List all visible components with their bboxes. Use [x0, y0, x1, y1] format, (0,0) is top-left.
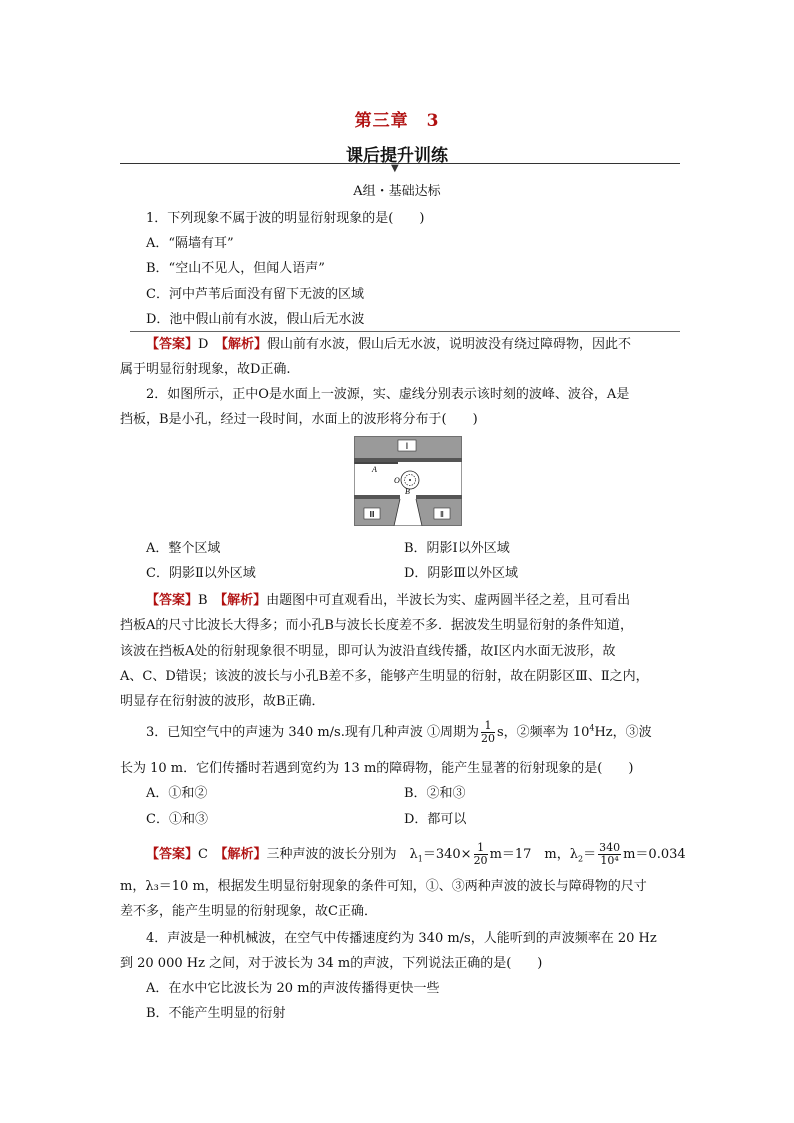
q2-analysis-1: 由题图中可直观看出，半波长为实、虚两圆半径之差，且可看出: [266, 593, 631, 608]
q3-stem-text-a: 3．已知空气中的声速为 340 m/s.现有几种声波 ①周期为: [146, 725, 479, 740]
q4-option-a: A．在水中它比波长为 20 m的声波传播得更快一些: [146, 981, 440, 996]
q2-analysis-3: 该波在挡板A处的衍射现象很不明显，即可认为波沿直线传播，故Ⅰ区内水面无波形，故: [120, 644, 616, 659]
label-II: Ⅱ: [440, 510, 444, 519]
answer-tag: 【答案】: [146, 337, 199, 352]
fraction-denominator: 10⁴: [600, 854, 619, 867]
q1-option-a: A．“隔墙有耳”: [146, 236, 234, 251]
q1-stem: 1．下列现象不属于波的明显衍射现象的是( ): [146, 211, 425, 226]
analysis-tag: 【解析】: [220, 593, 267, 608]
answer-tag: 【答案】: [146, 847, 199, 862]
fraction-numerator: 1: [474, 842, 488, 855]
subscript-2: 2: [578, 854, 584, 864]
q3-stem-text-c: Hz，③波: [594, 725, 652, 740]
answer-divider: [130, 331, 680, 332]
section-title: 课后提升训练: [346, 146, 448, 166]
q2-answer: B: [198, 593, 208, 608]
label-I: Ⅰ: [405, 441, 409, 451]
fraction-denominator: 20: [481, 732, 495, 745]
q1-answer-line: [146, 333, 631, 352]
fraction-denominator: 20: [473, 854, 488, 867]
q3-period-fraction: [481, 720, 495, 745]
q3-option-c: C．①和③: [146, 812, 208, 827]
q3-fraction-2: [598, 842, 621, 867]
barrier-bottom-left: [354, 495, 400, 499]
q2-analysis-4: A、C、D错误；该波的波长与小孔B差不多，能够产生明显的衍射，故在阴影区Ⅲ、Ⅱ之内，: [120, 669, 649, 684]
q3-analysis-text-d: ＝: [583, 847, 597, 862]
q3-answer-line: [146, 842, 686, 867]
q2-option-d: D．阴影Ⅲ以外区域: [404, 566, 518, 581]
q1-analysis-2: 属于明显衍射现象，故D正确.: [120, 362, 291, 377]
analysis-tag: 【解析】: [221, 337, 267, 352]
title-divider: [120, 163, 680, 164]
label-A: A: [372, 465, 377, 474]
subscript-1: 1: [417, 854, 423, 864]
group-label: A组・基础达标: [353, 184, 441, 199]
q2-answer-line: [146, 589, 630, 608]
q4-stem-2: 到 20 000 Hz 之间，对于波长为 34 m的声波，下列说法正确的是( ): [120, 956, 543, 971]
q3-answer: C: [198, 847, 208, 862]
q3-stem-2: 长为 10 m．它们传播时若遇到宽约为 13 m的障碍物，能产生显著的衍射现象的是( ): [120, 761, 634, 776]
q3-analysis-3: 差不多，能产生明显的衍射现象，故C正确．: [120, 904, 377, 919]
chapter-title: 第三章 3: [354, 111, 440, 131]
q2-stem-2: 挡板，B是小孔，经过一段时间，水面上的波形将分布于( ): [120, 412, 478, 427]
fraction-numerator: 1: [481, 720, 495, 733]
q3-stem-text-b: s，②频率为 10: [497, 725, 590, 740]
q2-option-a: A．整个区域: [146, 541, 221, 556]
triangle-marker-icon: ▼: [391, 163, 399, 174]
q4-option-b: B．不能产生明显的衍射: [146, 1006, 286, 1021]
label-O: O: [394, 476, 400, 485]
q3-option-d: D．都可以: [404, 812, 467, 827]
q3-analysis-text-b: ＝340×: [422, 847, 472, 862]
q1-option-d: D．池中假山前有水波，假山后无水波: [146, 312, 365, 327]
q1-option-b: B．“空山不见人，但闻人语声”: [146, 261, 325, 276]
barrier-bottom-right: [416, 495, 462, 499]
q3-stem-1: [146, 720, 652, 745]
q2-option-b: B．阴影Ⅰ以外区域: [404, 541, 510, 556]
q4-stem-1: 4．声波是一种机械波，在空气中传播速度约为 340 m/s，人能听到的声波频率在 20 Hz: [146, 931, 657, 946]
q3-option-a: A．①和②: [146, 786, 208, 801]
q2-analysis-5: 明显存在衍射波的波形，故B正确．: [120, 694, 325, 709]
q1-option-c: C．河中芦苇后面没有留下无波的区域: [146, 287, 364, 302]
q3-exponent: 4: [589, 723, 595, 733]
q1-answer: D: [198, 337, 209, 352]
fraction-numerator: 340: [599, 841, 621, 854]
q1-analysis-1: 假山前有水波，假山后无水波，说明波没有绕过障碍物，因此不: [266, 337, 631, 352]
source-point: [409, 479, 411, 481]
q2-stem-1: 2．如图所示，正中O是水面上一波源，实、虚线分别表示该时刻的波峰、波谷，A是: [146, 387, 630, 402]
q2-analysis-2: 挡板A的尺寸比波长大得多；而小孔B与波长长度差不多．据波发生明显衍射的条件知道，: [120, 618, 633, 633]
answer-tag: 【答案】: [146, 593, 199, 608]
label-III: Ⅲ: [369, 510, 375, 519]
q3-analysis-text-a: 三种声波的波长分别为 λ: [266, 847, 418, 862]
q3-analysis-text-c: m＝17 m，λ: [489, 847, 578, 862]
q3-analysis-text-e: m＝0.034: [623, 847, 686, 862]
q3-option-b: B．②和③: [404, 786, 466, 801]
label-B: B: [405, 487, 410, 496]
q3-analysis-2: m，λ₃＝10 m，根据发生明显衍射现象的条件可知，①、③两种声波的波长与障碍物的尺寸: [120, 879, 647, 894]
wave-diffraction-figure: [354, 436, 462, 526]
analysis-tag: 【解析】: [220, 847, 267, 862]
q3-fraction-1: [474, 842, 488, 867]
q2-option-c: C．阴影Ⅱ以外区域: [146, 566, 256, 581]
